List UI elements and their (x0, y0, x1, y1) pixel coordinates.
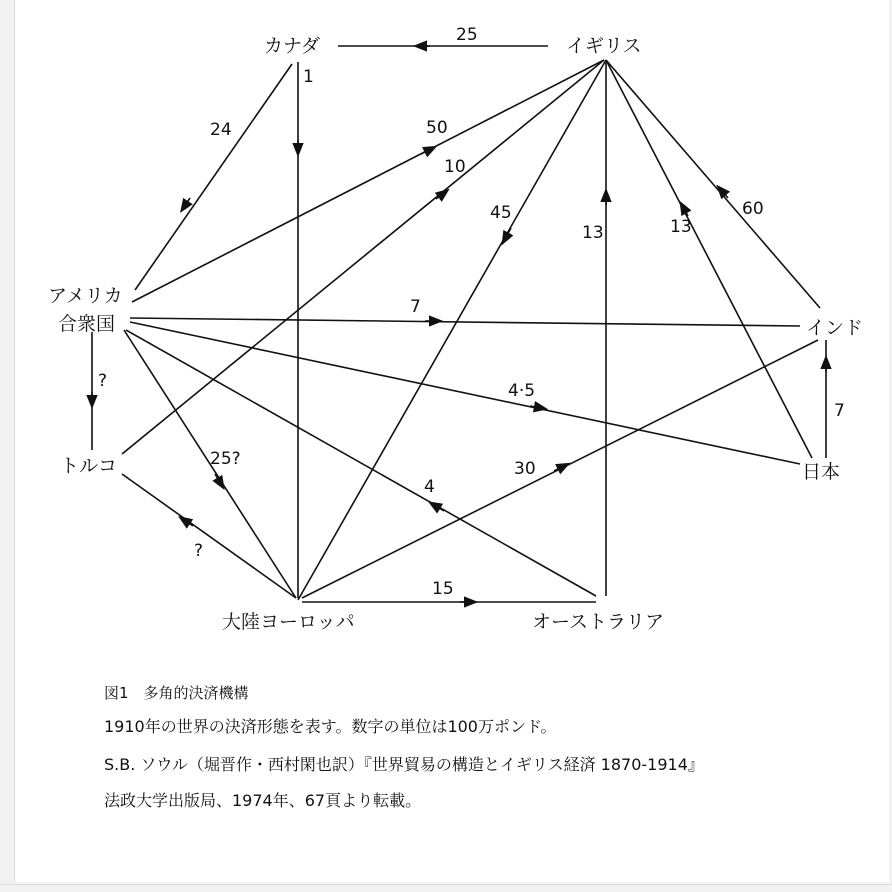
edge-usa-japan (130, 322, 800, 464)
node-britain: イギリス (566, 35, 642, 57)
flow-label-australia-britain: 13 (582, 223, 604, 243)
edge-japan-britain (606, 60, 812, 458)
edge-britain-europe (298, 60, 606, 600)
figure-title: 図1 多角的決済機構 (104, 684, 249, 702)
flow-label-canada-usa: 24 (210, 120, 232, 140)
edge-europe-turkey (122, 474, 296, 598)
edge-europe-india (302, 340, 818, 598)
flow-label-usa-europe: 25? (210, 449, 241, 469)
caption-source: S.B. ソウル（堀晋作・西村閑也訳）『世界貿易の構造とイギリス経済 1870-1914』 (104, 755, 704, 774)
flow-label-europe-india: 30 (514, 459, 536, 479)
flow-label-usa-india: 7 (410, 297, 421, 317)
flow-label-usa-britain: 50 (426, 118, 448, 138)
arrow-usa-britain (421, 149, 431, 154)
node-turkey: トルコ (60, 455, 118, 477)
node-canada: カナダ (264, 35, 321, 57)
flow-label-europe-australia: 15 (432, 579, 454, 599)
flow-label-india-britain: 60 (742, 199, 764, 219)
node-usa-line2: 合衆国 (58, 313, 116, 335)
flow-label-britain-canada: 25 (456, 25, 478, 45)
flow-label-canada-europe: 1 (303, 67, 314, 87)
node-europe: 大陸ヨーロッパ (222, 611, 355, 633)
arrow-canada-usa (184, 198, 190, 207)
caption-line-1: 1910年の世界の決済形態を表す。数字の単位は100万ポンド。 (104, 717, 557, 736)
flow-label-usa-japan: 4·5 (508, 381, 536, 401)
flow-label-turkey-britain: 10 (444, 157, 466, 177)
edge-usa-britain (132, 60, 604, 302)
node-usa-line1: アメリカ (48, 285, 123, 307)
edge-india-britain (606, 60, 820, 308)
flow-label-japan-britain: 13 (670, 217, 692, 237)
caption-publisher: 法政大学出版局、1974年、67頁より転載。 (104, 791, 422, 810)
node-australia: オーストラリア (532, 611, 665, 633)
flow-label-australia-usa: 4 (424, 477, 435, 497)
flow-label-europe-turkey: ? (194, 541, 204, 561)
node-japan: 日本 (802, 461, 841, 483)
arrow-britain-europe (505, 228, 511, 239)
edge-usa-india (130, 318, 800, 326)
node-india: インド (806, 317, 864, 339)
flow-label-japan-india: 7 (834, 401, 845, 421)
flow-label-usa-turkey: ? (98, 371, 108, 391)
flow-label-britain-europe: 45 (490, 203, 512, 223)
edge-canada-usa (135, 64, 292, 290)
arrow-australia-usa (434, 505, 444, 511)
